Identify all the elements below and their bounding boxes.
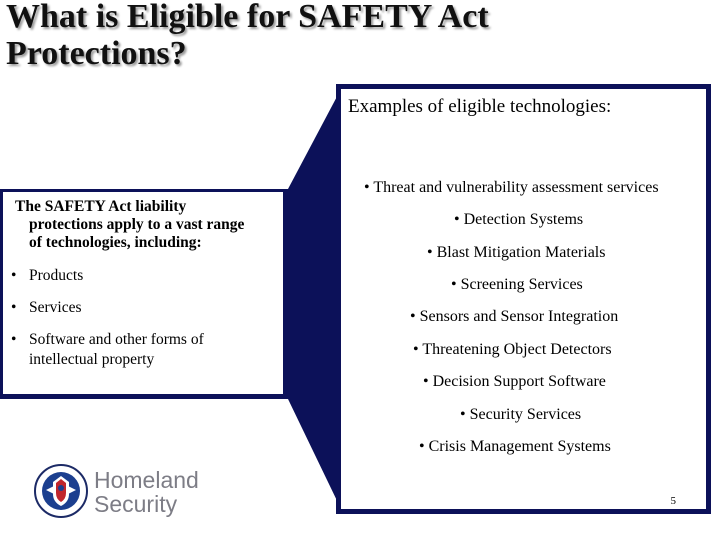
list-item: • Threat and vulnerability assessment services [364,179,659,196]
list-item: • Services [11,299,82,316]
list-item: • Sensors and Sensor Integration [410,308,619,325]
list-item: • Screening Services [451,276,583,293]
dhs-logo [34,464,224,524]
list-item: • Software and other forms of intellectual property [11,331,204,368]
logo-wordmark [94,468,199,516]
left-panel [3,192,283,394]
slide-title-line-1: What is Eligible for SAFETY Act [6,0,489,35]
logo-line-2: Security [94,491,178,517]
logo-line-1: Homeland [94,467,199,493]
left-bullet-list [7,266,279,382]
slide-title-line-2: Protections? [6,35,187,72]
page-number: 5 [670,495,676,507]
list-item: • Detection Systems [454,211,584,228]
list-item: • Products [11,267,84,284]
left-panel-intro [15,198,283,252]
list-item: • Blast Mitigation Materials [427,244,606,261]
list-item: • Crisis Management Systems [419,438,611,455]
intro-line-3: of technologies, including: [29,234,202,251]
list-item: • Security Services [460,406,582,423]
right-panel-heading: Examples of eligible technologies: [348,96,612,117]
intro-line-2: protections apply to a vast range [29,216,245,233]
intro-line-1: The SAFETY Act liability [15,198,187,215]
callout-connector [288,89,341,509]
list-item: • Decision Support Software [423,373,606,390]
dhs-seal-icon [34,464,88,518]
right-panel [341,89,706,509]
list-item: • Threatening Object Detectors [413,341,612,358]
